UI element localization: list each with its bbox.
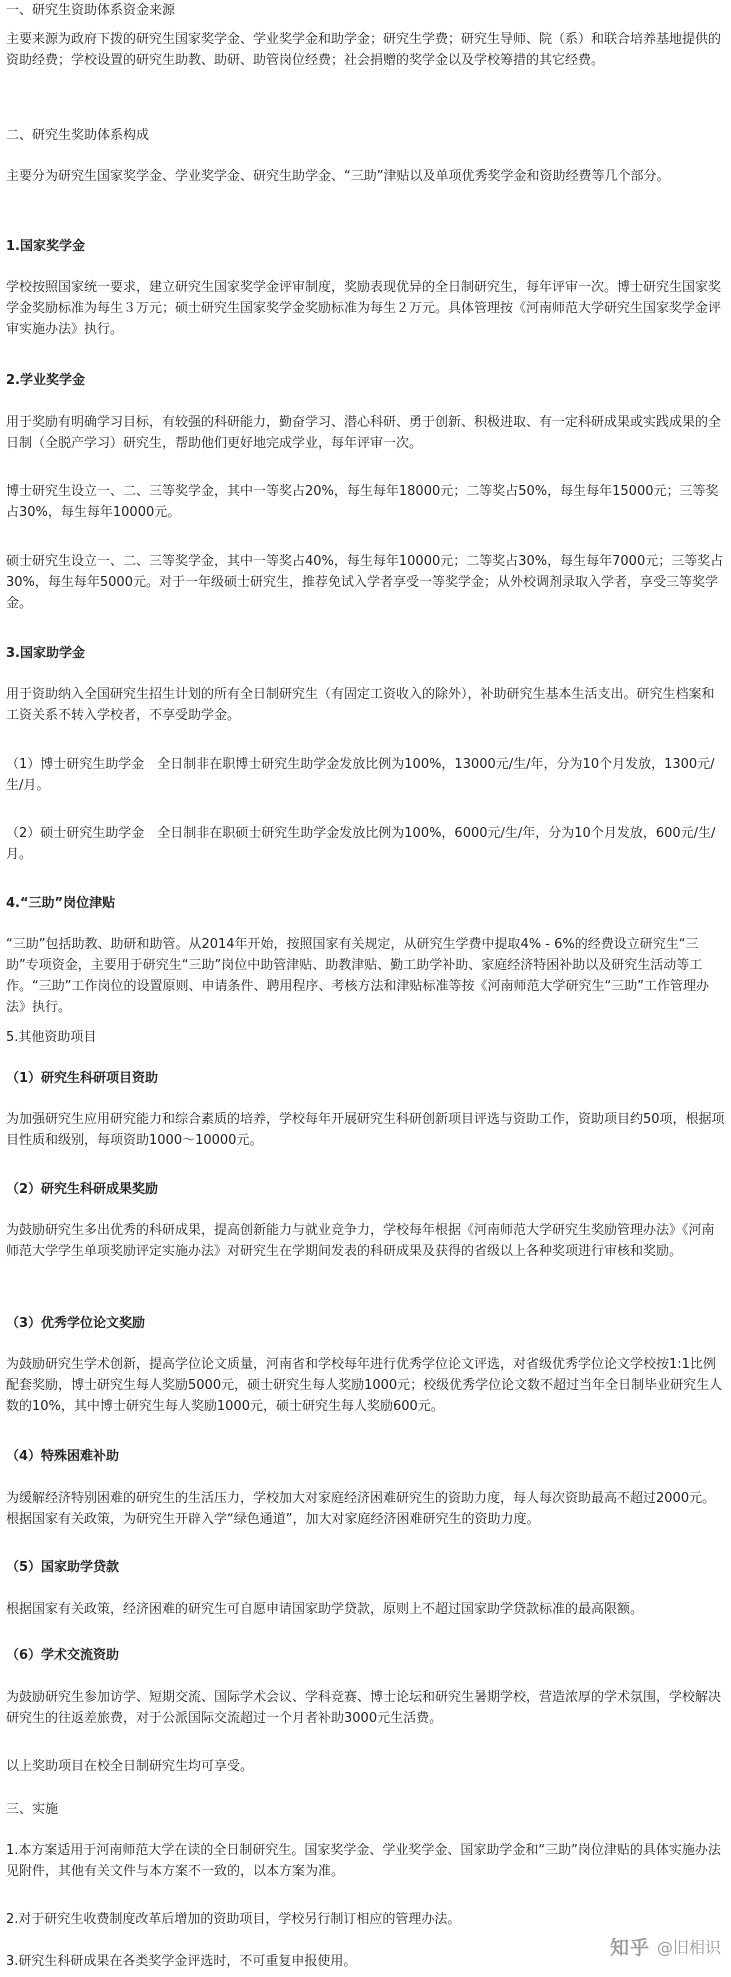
paragraph-doctoral-grant: （1）博士研究生助学金 全日制非在职博士研究生助学金发放比例为100%，13000元/生/年，分为10个月发放，1300元/生/月。 [6, 757, 715, 793]
paragraph-research-project-funding: 为加强研究生应用研究能力和综合素质的培养，学校每年开展研究生科研创新项目评选与资助工作，资助项目约50项，根据项目性质和级别，每项资助1000～10000元。 [6, 1112, 725, 1148]
paragraph-academic-exchange: 为鼓励研究生参加访学、短期交流、国际学术会议、学科竞赛、博士论坛和研究生暑期学校，营造浓厚的学术氛围，学校解决研究生的往返差旅费，对于公派国际交流超过一个月者补助3000元生活费。 [6, 1690, 722, 1726]
heading-other-funding: 5.其他资助项目 [6, 1030, 97, 1045]
heading-student-loan: （5）国家助学贷款 [6, 1560, 120, 1575]
heading-academic-scholarship: 2.学业奖学金 [6, 373, 85, 388]
zhihu-watermark [610, 1933, 721, 1960]
paragraph-funding-sources: 主要来源为政府下拨的研究生国家奖学金、学业奖学金和助学金；研究生学费；研究生导师、院（系）和联合培养基地提供的资助经费；学校设置的研究生助教、助研、助管岗位经费；社会捐赠的奖学金以及学校筹措的其它经费。 [6, 32, 722, 68]
section-heading-implementation: 三、实施 [6, 1802, 59, 1817]
paragraph-national-scholarship: 学校按照国家统一要求，建立研究生国家奖学金评审制度，奖励表现优异的全日制研究生，每年评审一次。博士研究生国家奖学金奖励标准为每生３万元；硕士研究生国家奖学金奖励标准为每生２万元。具体管理按《河南师范大学研究生国家奖学金评审实施办法》执行。 [6, 280, 722, 337]
paragraph-master-grant: （2）硕士研究生助学金 全日制非在职硕士研究生助学金发放比例为100%，6000元/生/年，分为10个月发放，600元/生/月。 [6, 826, 716, 862]
section-heading-system-structure: 二、研究生奖助体系构成 [6, 128, 150, 143]
heading-national-grant: 3.国家助学金 [6, 646, 85, 661]
paragraph-master-scholarship: 硕士研究生设立一、二、三等奖学金，其中一等奖占40%，每生每年10000元；二等奖占30%，每生每年7000元；三等奖占30%，每生每年5000元。对于一年级硕士研究生，推荐免试入学者享受一等奖学金；从外校调剂录取入学者，享受三等奖学金。 [6, 554, 724, 611]
paragraph-research-achievement-award: 为鼓励研究生多出优秀的科研成果，提高创新能力与就业竞争力，学校每年根据《河南师范大学研究生奖励管理办法》《河南师范大学学生单项奖励评定实施办法》对研究生在学期间发表的科研成果及获得的省级以上各种奖项进行审核和奖励。 [6, 1223, 715, 1259]
heading-academic-exchange: （6）学术交流资助 [6, 1648, 120, 1663]
paragraph-system-structure: 主要分为研究生国家奖学金、学业奖学金、研究生助学金、“三助”津贴以及单项优秀奖学金和资助经费等几个部分。 [6, 169, 670, 184]
paragraph-thesis-award: 为鼓励研究生学术创新，提高学位论文质量，河南省和学校每年进行优秀学位论文评选，对省级优秀学位论文学校按1:1比例配套奖励，博士研究生每人奖励5000元，硕士研究生每人奖励1000元；校级优秀学位论文数不超过当年全日制毕业研究生人数的10%，其中博士研究生每人奖励1000元，硕士研究生每人奖励600元。 [6, 1357, 723, 1414]
watermark-username: @旧相识 [656, 1938, 721, 1957]
paragraph-implementation-3: 3.研究生科研成果在各类奖学金评选时，不可重复申报使用。 [6, 1954, 357, 1969]
heading-three-assistants: 4.“三助”岗位津贴 [6, 896, 116, 911]
paragraph-student-loan: 根据国家有关政策，经济困难的研究生可自愿申请国家助学贷款，原则上不超过国家助学贷款标准的最高限额。 [6, 1602, 644, 1617]
paragraph-implementation-1: 1.本方案适用于河南师范大学在读的全日制研究生。国家奖学金、学业奖学金、国家助学金和“三助”岗位津贴的具体实施办法见附件，其他有关文件与本方案不一致的，以本方案为准。 [6, 1843, 721, 1879]
section-heading-funding-sources: 一、研究生资助体系资金来源 [6, 3, 176, 18]
heading-hardship-subsidy: （4）特殊困难补助 [6, 1449, 120, 1464]
paragraph-national-grant: 用于资助纳入全国研究生招生计划的所有全日制研究生（有固定工资收入的除外），补助研究生基本生活支出。研究生档案和工资关系不转入学校者，不享受助学金。 [6, 687, 715, 723]
paragraph-doctoral-scholarship: 博士研究生设立一、二、三等奖学金，其中一等奖占20%，每生每年18000元；二等奖占50%，每生每年15000元；三等奖占30%，每生每年10000元。 [6, 484, 719, 520]
paragraph-eligibility: 以上奖助项目在校全日制研究生均可享受。 [6, 1759, 254, 1774]
paragraph-hardship-subsidy: 为缓解经济特别困难的研究生的生活压力，学校加大对家庭经济困难研究生的资助力度，每人每次资助最高不超过2000元。根据国家有关政策，为研究生开辟入学“绿色通道”，加大对家庭经济困难研究生的资助力度。 [6, 1491, 716, 1527]
heading-national-scholarship: 1.国家奖学金 [6, 239, 85, 254]
heading-research-achievement-award: （2）研究生科研成果奖励 [6, 1182, 159, 1197]
zhihu-logo: 知乎 [609, 1937, 650, 1959]
paragraph-implementation-2: 2.对于研究生收费制度改革后增加的资助项目，学校另行制订相应的管理办法。 [6, 1912, 461, 1927]
paragraph-three-assistants: “三助”包括助教、助研和助管。从2014年开始，按照国家有关规定，从研究生学费中提取4% - 6%的经费设立研究生“三助”专项资金，主要用于研究生“三助”岗位中助管津贴、助教津贴、勤工助学补助、家庭经济特困补助以及研究生活动等工作。“三助”工作岗位的设置原则、申请条件、聘用程序、考核方法和津贴标准等按《河南师范大学研究生“三助”工作管理办法》执行。 [6, 937, 709, 1015]
paragraph-academic-scholarship: 用于奖励有明确学习目标，有较强的科研能力，勤奋学习、潜心科研、勇于创新、积极进取、有一定科研成果或实践成果的全日制（全脱产学习）研究生，帮助他们更好地完成学业，每年评审一次。 [6, 415, 722, 451]
heading-research-project-funding: （1）研究生科研项目资助 [6, 1071, 159, 1086]
heading-thesis-award: （3）优秀学位论文奖励 [6, 1316, 146, 1331]
